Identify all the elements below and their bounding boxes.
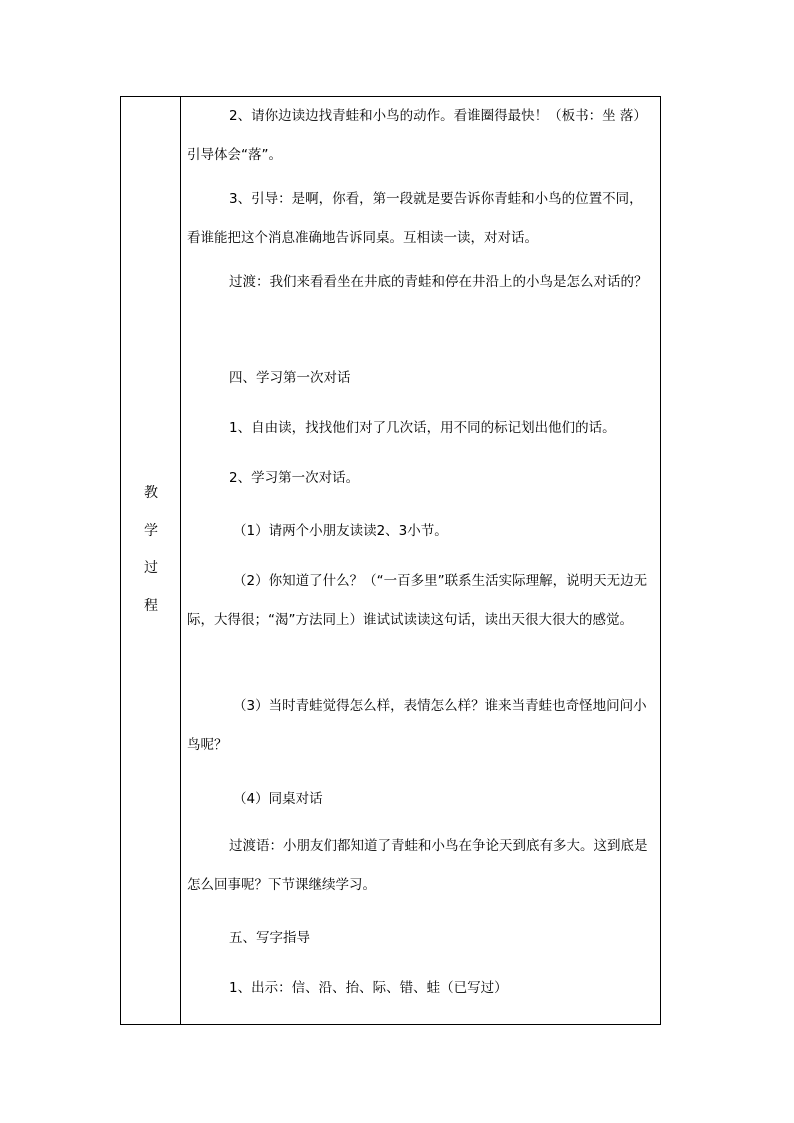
paragraph-transition-2: 过渡语：小朋友们都知道了青蛙和小鸟在争论天到底有多大。这到底是怎么回事呢？下节课继续学习。 (187, 838, 648, 893)
paragraph-sub-1: （1）请两个小朋友读读2、3小节。 (233, 523, 448, 539)
section-heading-five: 五、写字指导 (229, 930, 310, 946)
paragraph-show-characters: 1、出示：信、沿、抬、际、错、蛙（已写过） (229, 980, 508, 996)
label-char: 程 (144, 597, 158, 614)
paragraph-sub-4: （4）同桌对话 (233, 791, 323, 807)
lesson-plan-table (120, 96, 661, 1025)
content-cell (181, 97, 661, 1024)
section-heading-four: 四、学习第一次对话 (229, 370, 351, 386)
paragraph-step-2-find-actions: 2、请你边读边找青蛙和小鸟的动作。看谁圈得最快！（板书：坐 落）引导体会“落”。 (187, 108, 647, 163)
label-char: 学 (144, 522, 158, 539)
paragraph-sub-2: （2）你知道了什么？（“一百多里”联系生活实际理解，说明天无边无际，大得很；“渴”方法同上）谁试试读读这句话，读出天很大很大的感觉。 (187, 573, 648, 628)
paragraph-transition-1: 过渡：我们来看看坐在井底的青蛙和停在井沿上的小鸟是怎么对话的？ (229, 274, 648, 290)
paragraph-free-reading: 1、自由读，找找他们对了几次话，用不同的标记划出他们的话。 (229, 420, 616, 436)
paragraph-step-3-guide: 3、引导：是啊，你看，第一段就是要告诉你青蛙和小鸟的位置不同，看谁能把这个消息准确地告诉同桌。互相读一读，对对话。 (187, 191, 643, 246)
label-char: 教 (144, 485, 158, 501)
paragraph-first-dialogue: 2、学习第一次对话。 (229, 470, 360, 486)
paragraph-sub-3: （3）当时青蛙觉得怎么样，表情怎么样？谁来当青蛙也奇怪地问问小鸟呢？ (187, 698, 647, 753)
label-char: 过 (144, 560, 158, 576)
row-label-teaching-process (121, 481, 181, 631)
row-label-cell (121, 97, 181, 1024)
